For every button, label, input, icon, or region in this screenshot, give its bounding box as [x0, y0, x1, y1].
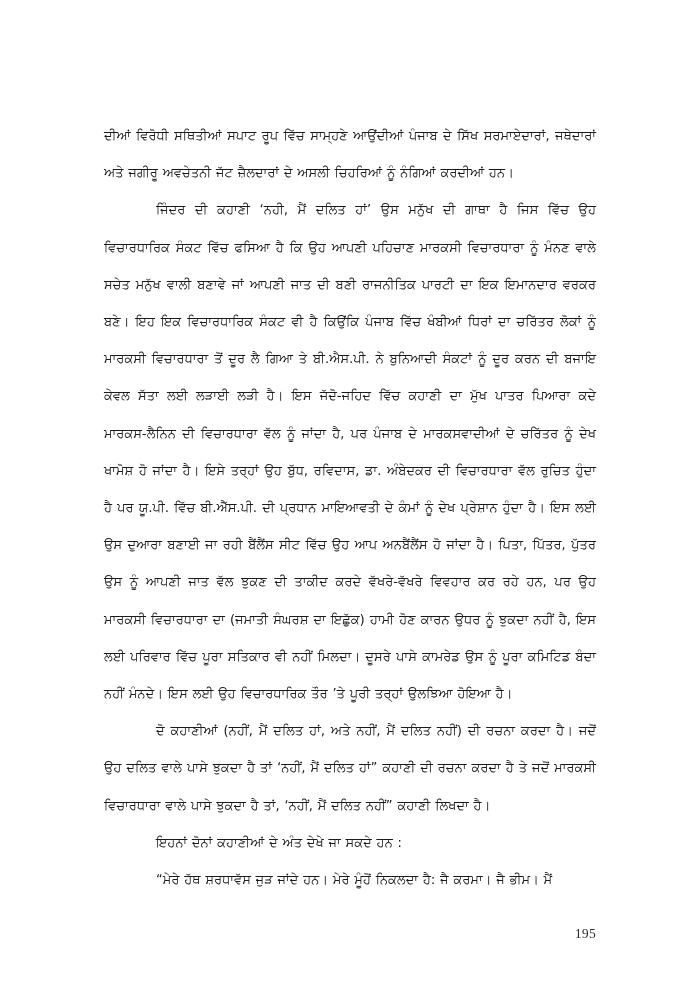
paragraph-5: “ਮੇਰੇ ਹੱਥ ਸ਼ਰਧਾਵੱਸ ਜੁੜ ਜਾਂਦੇ ਹਨ। ਮੇਰੇ ਮੂੰਹੋਂ ਨਿਕਲਦਾ ਹੈ: ਜੈ ਕਰਮਾ। ਜੈ ਭੀਮ। ਮੈਂ — [156, 873, 553, 889]
page-number: 195 — [574, 926, 596, 941]
body-text-column — [104, 118, 596, 899]
paragraph-4: ਇਹਨਾਂ ਦੋਨਾਂ ਕਹਾਣੀਆਂ ਦੇ ਅੰਤ ਦੇਖੇ ਜਾ ਸਕਦੇ ਹਨ : — [156, 835, 402, 851]
paragraph-2: ਜਿੰਦਰ ਦੀ ਕਹਾਣੀ ‘ਨਹੀ, ਮੈਂ ਦਲਿਤ ਹਾਂ’ ਉਸ ਮਨੁੱਖ ਦੀ ਗਾਥਾ ਹੈ ਜਿਸ ਵਿੱਚ ਉਹ ਵਿਚਾਰਧਾਰਿਕ ਸੰਕਟ ਵਿੱਚ ਫਸਿਆ ਹੈ ਕਿ ਉਹ ਆਪਣੀ ਪਹਿਚਾਣ ਮਾਰਕਸੀ ਵਿਚਾਰਧਾਰਾ ਨੂੰ ਮੰਨਣ ਵਾਲੇ ਸਚੇਤ ਮਨੁੱਖ ਵਾਲੀ ਬਣਾਵੇ ਜਾਂ ਆਪਣੀ ਜਾਤ ਦੀ ਬਣੀ ਰਾਜਨੀਤਿਕ ਪਾਰਟੀ ਦਾ ਇਕ ਇਮਾਨਦਾਰ ਵਰਕਰ ਬਣੇ। ਇਹ ਇਕ ਵਿਚਾਰਧਾਰਿਕ ਸੰਕਟ ਵੀ ਹੈ ਕਿਉਂਕਿ ਪੰਜਾਬ ਵਿੱਚ ਖੰਬੀਆਂ ਧਿਰਾਂ ਦਾ ਚਰਿੱਤਰ ਲੋਕਾਂ ਨੂੰ ਮਾਰਕਸੀ ਵਿਚਾਰਧਾਰਾ ਤੋਂ ਦੂਰ ਲੈ ਗਿਆ ਤੇ ਬੀ.ਐਸ.ਪੀ. ਨੇ ਬੁਨਿਆਦੀ ਸੰਕਟਾਂ ਨੂੰ ਦੂਰ ਕਰਨ ਦੀ ਬਜਾਇ ਕੇਵਲ ਸੱਤਾ ਲਈ ਲੜਾਈ ਲੜੀ ਹੈ। ਇਸ ਜੱਦੋ-ਜਹਿਦ ਵਿੱਚ ਕਹਾਣੀ ਦਾ ਮੁੱਖ ਪਾਤਰ ਪਿਆਰਾ ਕਦੇ ਮਾਰਕਸ-ਲੈਨਿਨ ਦੀ ਵਿਚਾਰਧਾਰਾ ਵੱਲ ਨੂੰ ਜਾਂਦਾ ਹੈ, ਪਰ ਪੰਜਾਬ ਦੇ ਮਾਰਕਸਵਾਦੀਆਂ ਦੇ ਚਰਿੱਤਰ ਨੂੰ ਦੇਖ ਖਾਮੋਸ਼ ਹੋ ਜਾਂਦਾ ਹੈ। ਇਸੇ ਤਰ੍ਹਾਂ ਉਹ ਬੁੱਧ, ਰਵਿਦਾਸ, ਡਾ. ਅੰਬੇਦਕਰ ਦੀ ਵਿਚਾਰਧਾਰਾ ਵੱਲ ਰੁਚਿਤ ਹੁੰਦਾ ਹੈ ਪਰ ਯੂ.ਪੀ. ਵਿੱਚ ਬੀ.ਐੱਸ.ਪੀ. ਦੀ ਪ੍ਰਧਾਨ ਮਾਇਆਵਤੀ ਦੇ ਕੰਮਾਂ ਨੂੰ ਦੇਖ ਪ੍ਰੇਸ਼ਾਨ ਹੁੰਦਾ ਹੈ। ਇਸ ਲਈ ਉਸ ਦੁਆਰਾ ਬਣਾਈ ਜਾ ਰਹੀ ਬੈਂਲੈਂਸ ਸੀਟ ਵਿੱਚ ਉਹ ਆਪ ਅਨਬੈਂਲੈਂਸ ਹੋ ਜਾਂਦਾ ਹੈ। ਪਿਤਾ, ਪਿੱਤਰ, ਪੁੱਤਰ ਉਸ ਨੂੰ ਆਪਣੀ ਜਾਤ ਵੱਲ ਝੁਕਣ ਦੀ ਤਾਕੀਦ ਕਰਦੇ ਵੱਖਰੇ-ਵੱਖਰੇ ਵਿਵਹਾਰ ਕਰ ਰਹੇ ਹਨ, ਪਰ ਉਹ ਮਾਰਕਸੀ ਵਿਚਾਰਧਾਰਾ ਦਾ (ਜਮਾਤੀ ਸੰਘਰਸ਼ ਦਾ ਇਛੁੱਕ) ਹਾਮੀ ਹੋਣ ਕਾਰਨ ਉਧਰ ਨੂੰ ਝੁਕਦਾ ਨਹੀਂ ਹੈ, ਇਸ ਲਈ ਪਰਿਵਾਰ ਵਿੱਚ ਪੂਰਾ ਸਤਿਕਾਰ ਵੀ ਨਹੀਂ ਮਿਲਦਾ। ਦੂਸਰੇ ਪਾਸੇ ਕਾਮਰੇਡ ਉਸ ਨੂੰ ਪੂਰਾ ਕਮਿਟਿਡ ਬੰਦਾ ਨਹੀਂ ਮੰਨਦੇ। ਇਸ ਲਈ ਉਹ ਵਿਚਾਰਧਾਰਿਕ ਤੌਰ ’ਤੇ ਪੂਰੀ ਤਰ੍ਹਾਂ ਉਲਝਿਆ ਹੋਇਆ ਹੈ। — [104, 203, 596, 703]
paragraph-1: ਦੀਆਂ ਵਿਰੋਧੀ ਸਥਿਤੀਆਂ ਸਪਾਟ ਰੂਪ ਵਿੱਚ ਸਾਮ੍ਹਣੇ ਆਉਂਦੀਆਂ ਪੰਜਾਬ ਦੇ ਸਿੱਖ ਸਰਮਾਏਦਾਰਾਂ, ਜਥੇਦਾਰਾਂ ਅਤੇ ਜਗੀਰੂ ਅਵਚੇਤਨੀ ਜੱਟ ਜ਼ੈਲਦਾਰਾਂ ਦੇ ਅਸਲੀ ਚਿਹਰਿਆਂ ਨੂੰ ਨੰਗਿਆਂ ਕਰਦੀਆਂ ਹਨ। — [104, 129, 596, 182]
paragraph-3: ਦੋ ਕਹਾਣੀਆਂ (ਨਹੀਂ, ਮੈਂ ਦਲਿਤ ਹਾਂ, ਅਤੇ ਨਹੀਂ, ਮੈਂ ਦਲਿਤ ਨਹੀਂ) ਦੀ ਰਚਨਾ ਕਰਦਾ ਹੈ। ਜਦੋਂ ਉਹ ਦਲਿਤ ਵਾਲੇ ਪਾਸੇ ਝੁਕਦਾ ਹੈ ਤਾਂ ‘ਨਹੀਂ, ਮੈਂ ਦਲਿਤ ਹਾਂ” ਕਹਾਣੀ ਦੀ ਰਚਨਾ ਕਰਦਾ ਹੈ ਤੇ ਜਦੋਂ ਮਾਰਕਸੀ ਵਿਚਾਰਧਾਰਾ ਵਾਲੇ ਪਾਸੇ ਝੁਕਦਾ ਹੈ ਤਾਂ, ‘ਨਹੀਂ, ਮੈਂ ਦਲਿਤ ਨਹੀਂ” ਕਹਾਣੀ ਲਿਖਦਾ ਹੈ। — [104, 724, 596, 814]
